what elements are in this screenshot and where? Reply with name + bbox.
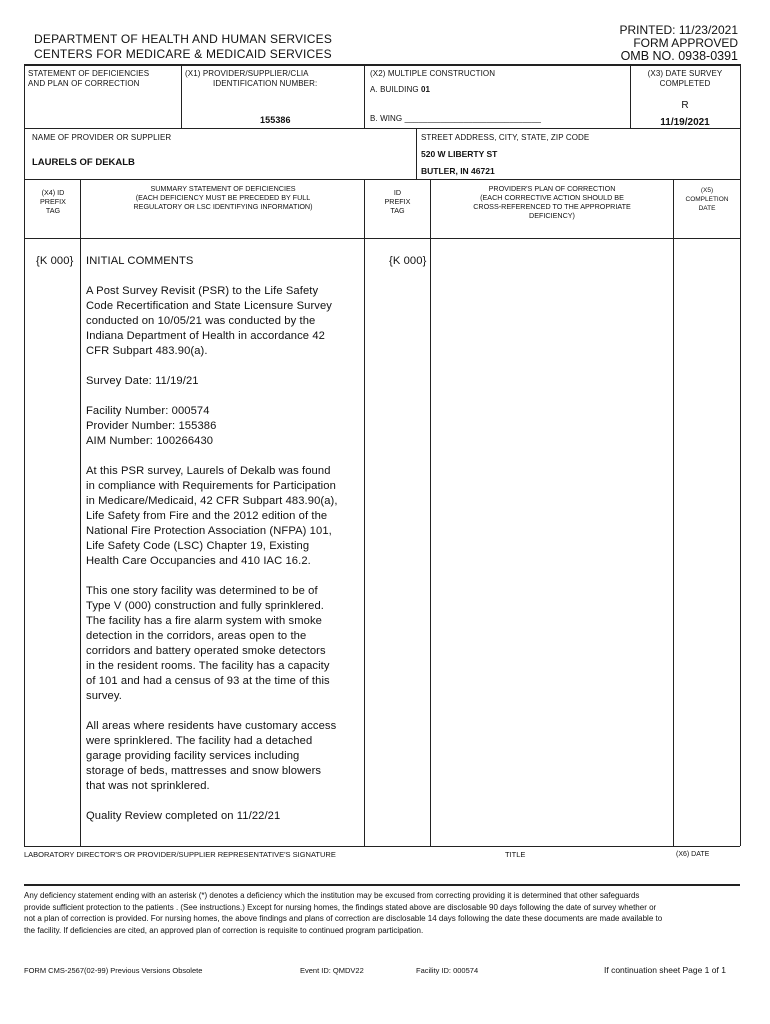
rule-provider: [24, 179, 740, 180]
provider-name: LAURELS OF DEKALB: [32, 157, 135, 168]
x1-label: (X1) PROVIDER/SUPPLIER/CLIA IDENTIFICATION NUMBER:: [185, 69, 318, 88]
rule-signature: [24, 884, 740, 886]
provider-name-label: NAME OF PROVIDER OR SUPPLIER: [32, 133, 172, 142]
rule-col-summary: [364, 179, 365, 846]
rule-top: [24, 64, 740, 66]
x3-label: (X3) DATE SURVEY COMPLETED: [647, 69, 723, 88]
building-line: A. BUILDING 01: [370, 85, 431, 94]
survey-completed-date: 11/19/2021: [660, 117, 710, 128]
rule-left: [24, 64, 25, 846]
tag-right: {K 000}: [389, 255, 427, 267]
x2-label: (X2) MULTIPLE CONSTRUCTION: [370, 69, 496, 78]
city-state-zip: BUTLER, IN 46721: [421, 166, 495, 176]
title-label: TITLE: [505, 850, 526, 859]
rule-x3: [630, 64, 631, 128]
facility-id: Facility ID: 000574: [416, 966, 479, 975]
continuation-sheet: If continuation sheet Page 1 of 1: [604, 965, 726, 975]
wing-line: B. WING ______________________________: [370, 114, 542, 123]
paragraph-6: All areas where residents have customary access were sprinklered. The facility had a detached garage providing facility services including storage of beds, mattresses and snow blowers that was not sprinklered.: [86, 720, 337, 792]
summary-body: [86, 254, 362, 839]
form-meta: [619, 24, 738, 63]
x5-header: (X5) COMPLETION DATE: [685, 187, 729, 212]
provider-id-number: 155386: [260, 115, 291, 125]
centers-name: CENTERS FOR MEDICARE & MEDICAID SERVICES: [34, 47, 332, 61]
rule-top-row: [24, 128, 740, 129]
paragraph-7: Quality Review completed on 11/22/21: [86, 810, 281, 822]
summary-header: SUMMARY STATEMENT OF DEFICIENCIES (EACH DEFICIENCY MUST BE PRECEDED BY FULL REGULATORY OR LSC IDENTIFYING INFORMATION): [133, 184, 313, 211]
signature-label: LABORATORY DIRECTOR'S OR PROVIDER/SUPPLIER REPRESENTATIVE'S SIGNATURE: [24, 850, 336, 859]
omb-number: OMB NO. 0938-0391: [620, 49, 738, 63]
agency-header: [34, 32, 332, 62]
rule-col-x4: [80, 179, 81, 846]
paragraph-1: A Post Survey Revisit (PSR) to the Life Safety Code Recertification and State Licensure Survey conducted on 10/05/21 was conducted by the Indiana Department of Health in accordance 42 CFR Subpart 483.90(a).: [86, 285, 332, 357]
x4-header: (X4) ID PREFIX TAG: [40, 188, 66, 215]
disclaimer-text: Any deficiency statement ending with an asterisk (*) denotes a deficiency which the institution may be excused from correcting providing it is determined that other safeguards provide sufficient protection to the patients . (See instructions.) Except for nursing homes, the findings stated above are disclosable 90 days following the date of survey whether or not a plan of correction is provided. For nursing homes, the above findings and plans of correction are disclosable 14 days following the date these documents are made available to the facility. If deficiencies are cited, an approved plan of correction is requisite to continued program participation.: [24, 891, 663, 935]
rule-col-headers: [24, 238, 740, 239]
paragraph-5: This one story facility was determined to be of Type V (000) construction and fully sprinklered. The facility has a fire alarm system with smoke detection in the corridors, areas open to the corridors and battery operated smoke detectors in the resident rooms. The facility has a capacity of 101 and had a census of 93 at the time of this survey.: [86, 585, 330, 702]
rule-col-id: [430, 179, 431, 846]
survey-type: R: [681, 100, 689, 111]
event-id: Event ID: QMDV22: [300, 966, 364, 975]
form-approved: FORM APPROVED: [633, 36, 738, 50]
id-header: ID PREFIX TAG: [384, 188, 411, 215]
rule-body-bottom: [24, 846, 740, 847]
tag-left: {K 000}: [36, 255, 74, 267]
rule-x1: [181, 64, 182, 128]
paragraph-3: Facility Number: 000574 Provider Number: 155386 AIM Number: 100266430: [86, 405, 217, 447]
rule-x2: [364, 64, 365, 128]
street-address: 520 W LIBERTY ST: [421, 149, 498, 159]
rule-col-plan: [673, 179, 674, 846]
entry-title: INITIAL COMMENTS: [86, 255, 194, 267]
paragraph-4: At this PSR survey, Laurels of Dekalb was found in compliance with Requirements for Participation in Medicare/Medicaid, 42 CFR Subpart 483.90(a), Life Safety from Fire and the 2012 edition of the National Fire Protection Association (NFPA) 101, Life Safety Code (LSC) Chapter 19, Existing Health Care Occupancies and 410 IAC 16.2.: [86, 465, 338, 567]
rule-address: [416, 128, 417, 179]
paragraph-2: Survey Date: 11/19/21: [86, 375, 199, 387]
department-name: DEPARTMENT OF HEALTH AND HUMAN SERVICES: [34, 32, 333, 46]
address-label: STREET ADDRESS, CITY, STATE, ZIP CODE: [421, 133, 590, 142]
printed-date: PRINTED: 11/23/2021: [619, 23, 738, 37]
plan-header: PROVIDER'S PLAN OF CORRECTION (EACH CORRECTIVE ACTION SHOULD BE CROSS-REFERENCED TO THE APPROPRIATE DEFICIENCY): [473, 184, 631, 220]
date-label: (X6) DATE: [676, 851, 710, 858]
rule-right: [740, 64, 741, 846]
form-number: FORM CMS-2567(02-99) Previous Versions Obsolete: [24, 966, 203, 975]
statement-label: STATEMENT OF DEFICIENCIES AND PLAN OF CORRECTION: [28, 69, 150, 88]
